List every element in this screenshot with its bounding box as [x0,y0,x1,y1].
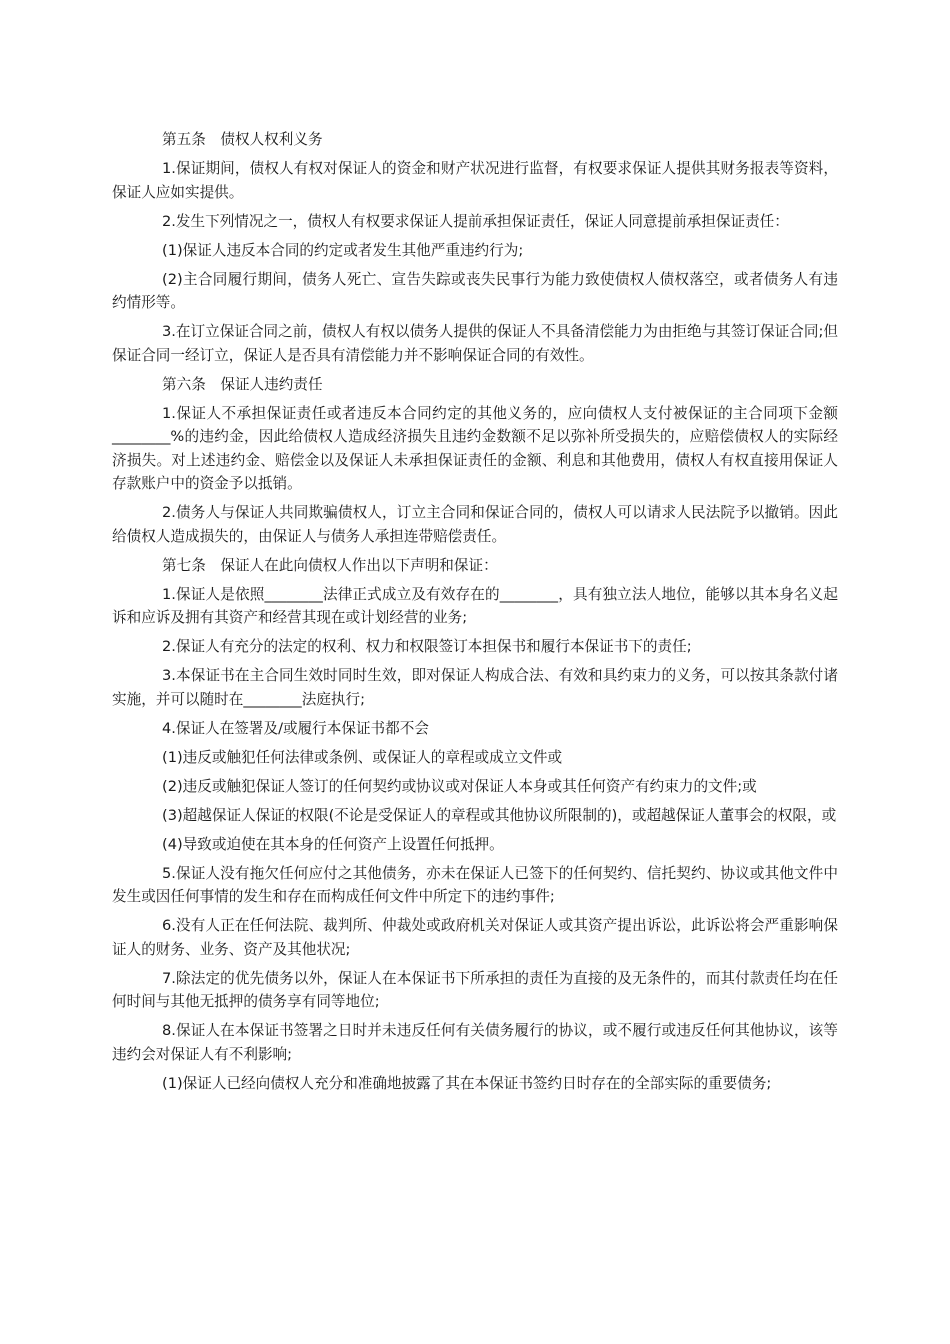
article-7-clause-4-item-3: (3)超越保证人保证的权限(不论是受保证人的章程或其他协议所限制的)，或超越保证人董事会的权限，或 [162,806,837,824]
article-5-clause-3: 3.在订立保证合同之前，债权人有权以债务人提供的保证人不具备清偿能力为由拒绝与其签订保证合同;但保证合同一经订立，保证人是否具有清偿能力并不影响保证合同的有效性。 [112,323,838,364]
article-6-heading: 第六条 保证人违约责任 [162,375,323,393]
article-7-clause-4-item-2: (2)违反或触犯保证人签订的任何契约或协议或对保证人本身或其任何资产有约束力的文件;或 [162,777,757,795]
article-7-clause-1: 1.保证人是依照________法律正式成立及有效存在的________，具有独立法人地位，能够以其本身名义起诉和应诉及拥有其资产和经营其现在或计划经营的业务; [112,585,838,626]
article-5-clause-2-item-1: (1)保证人违反本合同的约定或者发生其他严重违约行为; [162,241,524,259]
article-7-clause-2: 2.保证人有充分的法定的权利、权力和权限签订本担保书和履行本保证书下的责任; [162,638,692,655]
article-5-clause-1: 1.保证期间，债权人有权对保证人的资金和财产状况进行监督，有权要求保证人提供其财务报表等资料，保证人应如实提供。 [112,160,838,201]
article-7-clause-4: 4.保证人在签署及/或履行本保证书都不会 [162,719,429,737]
document-page [112,128,838,1101]
article-7-clause-7: 7.除法定的优先债务以外，保证人在本保证书下所承担的责任为直接的及无条件的，而其付款责任均在任何时间与其他无抵押的债务享有同等地位; [112,969,838,1010]
article-5-clause-2-item-2: (2)主合同履行期间，债务人死亡、宣告失踪或丧失民事行为能力致使债权人债权落空，或者债务人有违约情形等。 [112,270,838,311]
article-7-clause-8: 8.保证人在本保证书签署之日时并未违反任何有关债务履行的协议，或不履行或违反任何其他协议，该等违约会对保证人有不利影响; [112,1022,838,1063]
article-7-clause-5: 5.保证人没有拖欠任何应付之其他债务，亦未在保证人已签下的任何契约、信托契约、协议或其他文件中发生或因任何事情的发生和存在而构成任何文件中所定下的违约事件; [112,864,838,905]
article-6-clause-2: 2.债务人与保证人共同欺骗债权人，订立主合同和保证合同的，债权人可以请求人民法院予以撤销。因此给债权人造成损失的，由保证人与债务人承担连带赔偿责任。 [112,504,838,545]
article-5-heading: 第五条 债权人权利义务 [162,131,323,148]
article-6-clause-1: 1.保证人不承担保证责任或者违反本合同约定的其他义务的，应向债权人支付被保证的主合同项下金额________%的违约金，因此给债权人造成经济损失且违约金数额不足以弥补所受损失的，应赔偿债权人的实际经济损失。对上述违约金、赔偿金以及保证人未承担保证责任的金额、利息和其他费用，债权人有权直接用保证人存款账户中的资金予以抵销。 [112,404,838,492]
article-7-clause-4-item-1: (1)违反或触犯任何法律或条例、或保证人的章程或成立文件或 [162,748,563,766]
article-7-clause-6: 6.没有人正在任何法院、裁判所、仲裁处或政府机关对保证人或其资产提出诉讼，此诉讼将会严重影响保证人的财务、业务、资产及其他状况; [112,917,838,958]
article-7-heading: 第七条 保证人在此向债权人作出以下声明和保证： [162,556,498,574]
article-7-clause-3: 3.本保证书在主合同生效时同时生效，即对保证人构成合法、有效和具约束力的义务，可以按其条款付诸实施，并可以随时在________法庭执行; [112,667,838,708]
article-7-clause-4-item-4: (4)导致或迫使在其本身的任何资产上设置任何抵押。 [162,835,504,853]
article-7-clause-8-item-1: (1)保证人已经向债权人充分和准确地披露了其在本保证书签约日时存在的全部实际的重要债务; [162,1074,772,1092]
article-5-clause-2: 2.发生下列情况之一，债权人有权要求保证人提前承担保证责任，保证人同意提前承担保证责任： [162,212,789,230]
